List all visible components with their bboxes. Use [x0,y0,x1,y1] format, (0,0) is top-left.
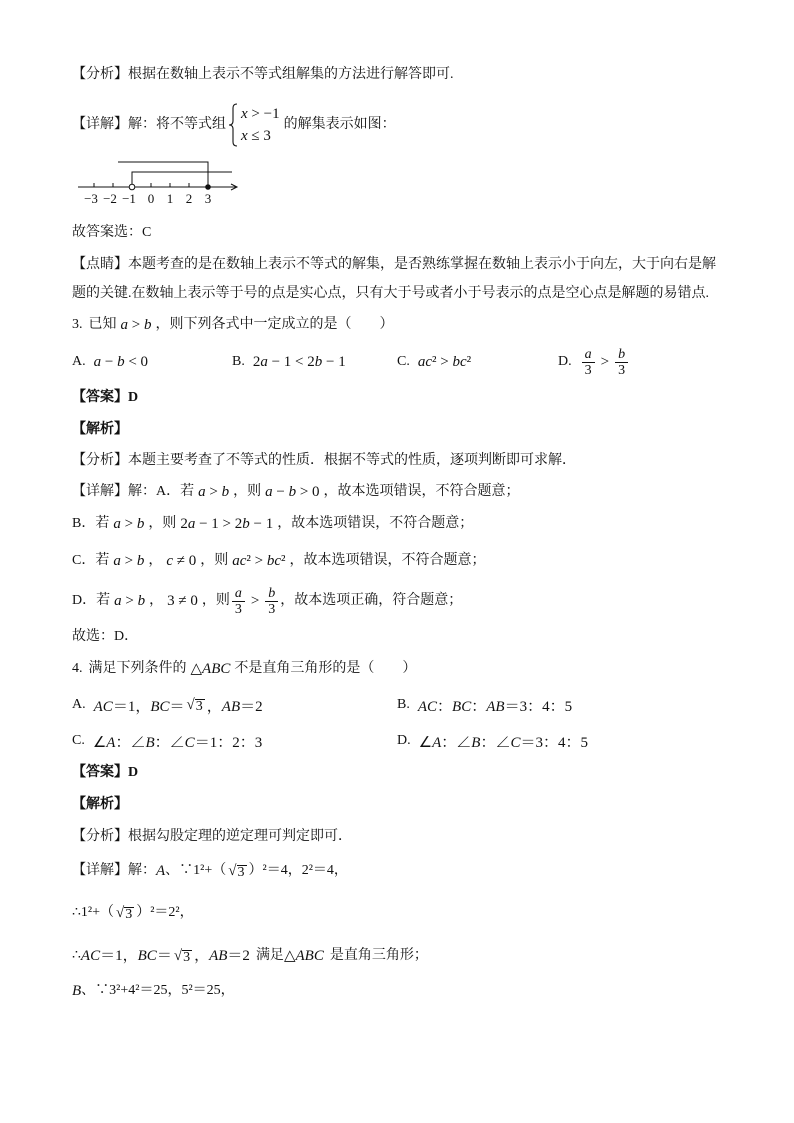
q3-answer [72,388,138,408]
detail-text: 、∵3²+4²＝25，5²＝25， [81,983,235,998]
tick-label: 0 [147,191,155,206]
result-math: ac² > bc² [232,553,286,569]
q2-detail-line [72,103,396,147]
condition-math: a > b [113,516,145,532]
answer-tag: 【答案】 [72,765,128,780]
result-math: a − b > 0 [265,484,320,500]
detail-text: 解：A．若 [128,484,195,499]
tick-label: −1 [122,191,136,206]
q4-detail-b [72,981,235,1001]
option-label: A. [72,697,86,712]
fraction-numerator: b [615,347,628,363]
comment-tag: 【点睛】 [72,257,128,272]
square-root [228,863,246,880]
tick-label: 2 [185,191,193,206]
square-root [174,948,192,965]
open-point [129,184,135,190]
q4-option-c [72,730,262,752]
detail-text: C．若 [72,553,110,568]
detail-text: ， [148,553,163,568]
analysis-text: 根据勾股定理的逆定理可判定即可． [128,829,352,844]
q3-detail-b [72,514,473,534]
radical-sign: √ [186,696,195,713]
explanation-tag: 【解析】 [72,797,128,812]
condition-math: c ≠ 0 [166,553,197,569]
condition-math: a > b [114,593,146,609]
q4-step-3 [72,945,428,967]
fraction [265,586,278,617]
option-expression: ∠A：∠B：∠C＝1：2：3 [92,734,263,751]
condition-math: ，AB＝2 [194,948,250,964]
q4-option-b [397,694,572,716]
fraction-numerator: a [582,347,595,363]
verdict-text: ，故本选项正确，符合题意； [280,593,463,608]
q3-conclusion [72,627,138,647]
q2-analysis-line [72,65,454,85]
relation-symbol: > [250,593,260,609]
stem-math: a > b [120,317,152,333]
q3-option-c [397,344,471,380]
stem-text: 已知 [88,317,117,332]
q3-detail-c [72,551,486,571]
q3-explanation-heading [72,420,128,440]
detail-text: ）²＝2²， [136,905,194,920]
option-label: C. [72,733,85,748]
q3-option-b [232,344,346,380]
option-expression: ac² > bc² [417,353,472,370]
q4-option-a [72,694,263,716]
q4-answer [72,763,138,783]
answer-tag: 【答案】 [72,390,128,405]
detail-text: D．若 [72,593,111,608]
therefore-symbol: ∴ [72,948,81,963]
verdict-text: ，故本选项错误，不符合题意； [323,484,520,499]
inequality-1: x > −1 [241,106,280,122]
detail-text: 解： [128,863,156,878]
question-number: 3. [72,317,83,332]
tick-label: −2 [103,191,117,206]
radical-sign: √ [228,862,237,879]
verdict-text: ，故本选项错误，不符合题意； [277,516,474,531]
option-label: C. [397,354,410,369]
detail-text: ，则 [148,516,177,531]
fraction-numerator: a [232,586,245,602]
brace-symbol [228,103,238,147]
inequality-2: x ≤ 3 [241,128,271,144]
stem-text: 不是直角三角形的是（ ） [234,661,417,676]
comment-text: 题的关键.在数轴上表示等于号的点是实心点，只有大于号或者小于号表示的点是空心点是解题的易错点. [72,286,709,301]
fraction [232,586,245,617]
option-expression: 2a − 1 < 2b − 1 [252,353,346,370]
fraction [615,347,628,378]
q3-option-a [72,344,148,380]
answer-value: D [128,390,139,405]
q4-detail-a [72,860,348,882]
q4-option-d [397,730,588,752]
option-point: B [72,983,82,999]
analysis-text: 根据在数轴上表示不等式组解集的方法进行解答即可. [128,67,454,82]
radical-sign: √ [173,947,183,964]
detail-text: ∴1²+（ [72,905,114,920]
stem-text: 满足下列条件的 [88,661,187,676]
detail-text-after: 的解集表示如图： [283,117,396,132]
comment-text: 本题考查的是在数轴上表示不等式的解集，是否熟练掌握在数轴上表示小于向左，大于向右是解 [128,257,716,272]
tick-label: 1 [166,191,174,206]
fraction-denominator: 3 [268,601,276,617]
fraction-numerator: b [265,586,278,602]
q3-detail-d [72,583,462,619]
fraction-denominator: 3 [234,601,242,617]
detail-text: ）²＝4，2²＝4， [248,863,348,878]
square-root [187,697,205,714]
q3-analysis [72,451,576,471]
q2-final-answer [72,223,151,243]
relation-symbol: > [600,353,610,370]
detail-text: B．若 [72,516,110,531]
q3-detail-a [72,482,520,502]
detail-text: ，则 [233,484,262,499]
q3-option-d [558,344,630,380]
inequality-system [241,103,280,147]
detail-text: ，则 [201,593,230,608]
detail-text: 是直角三角形； [329,948,428,963]
option-label: A. [72,354,86,369]
radicand: 3 [183,949,191,965]
verdict-text: ，故本选项错误，不符合题意； [289,553,486,568]
result-math: 2a − 1 > 2b − 1 [180,516,274,532]
analysis-tag: 【分析】 [72,67,128,82]
q4-explanation-heading [72,795,128,815]
q2-comment-line-2 [72,284,709,304]
option-label: B. [397,697,410,712]
detail-text: ，则 [200,553,229,568]
stem-math: △ABC [190,661,231,677]
detail-tag: 【详解】 [72,484,128,499]
tick-label: −3 [84,191,98,206]
detail-tag: 【详解】 [72,117,128,132]
condition-math: a > b [113,553,145,569]
detail-text: 满足 [255,948,284,963]
analysis-tag: 【分析】 [72,829,128,844]
option-point: A [156,863,166,879]
detail-text-before: 解：将不等式组 [128,117,226,132]
option-label: B. [232,354,245,369]
final-answer-text: 故答案选：C [72,225,152,240]
condition-math: AC＝1，BC＝ [80,948,172,964]
number-line [72,152,252,210]
option-expression: a − b < 0 [93,353,149,370]
option-label: D. [558,354,572,369]
q2-comment-line-1 [72,255,716,275]
q4-step-2 [72,902,194,924]
radicand: 3 [237,864,245,880]
fraction-denominator: 3 [618,362,626,378]
analysis-tag: 【分析】 [72,453,128,468]
answer-value: D [128,765,139,780]
stem-text: ，则下列各式中一定成立的是（ ） [155,317,394,332]
q4-stem [72,659,416,679]
question-number: 4. [72,661,83,676]
q4-analysis [72,827,352,847]
solution-bracket-gt-neg1 [132,172,232,187]
closed-point [205,184,211,190]
option-expression: AC＝1，BC＝ [93,698,185,715]
conclusion-text: 故选：D． [72,629,139,644]
analysis-text: 本题主要考查了不等式的性质．根据不等式的性质，逐项判断即可求解． [128,453,576,468]
fraction-denominator: 3 [584,362,592,378]
fraction [582,347,595,378]
tick-label: 3 [204,191,212,206]
condition-math: a > b [198,484,230,500]
q3-stem [72,315,393,335]
option-expression: AC：BC：AB＝3：4：5 [417,698,573,715]
radicand: 3 [125,906,133,922]
square-root [116,905,134,922]
radical-sign: √ [116,904,125,921]
option-expression: ，AB＝2 [206,698,263,715]
detail-text: ， [149,593,164,608]
option-label: D. [397,733,411,748]
radicand: 3 [195,698,203,714]
explanation-tag: 【解析】 [72,422,128,437]
triangle-math: △ABC [283,948,324,964]
option-expression: ∠A：∠B：∠C＝3：4：5 [418,734,588,751]
detail-tag: 【详解】 [72,863,128,878]
condition-math: 3 ≠ 0 [167,593,198,609]
detail-text: 、∵1²+（ [165,863,227,878]
